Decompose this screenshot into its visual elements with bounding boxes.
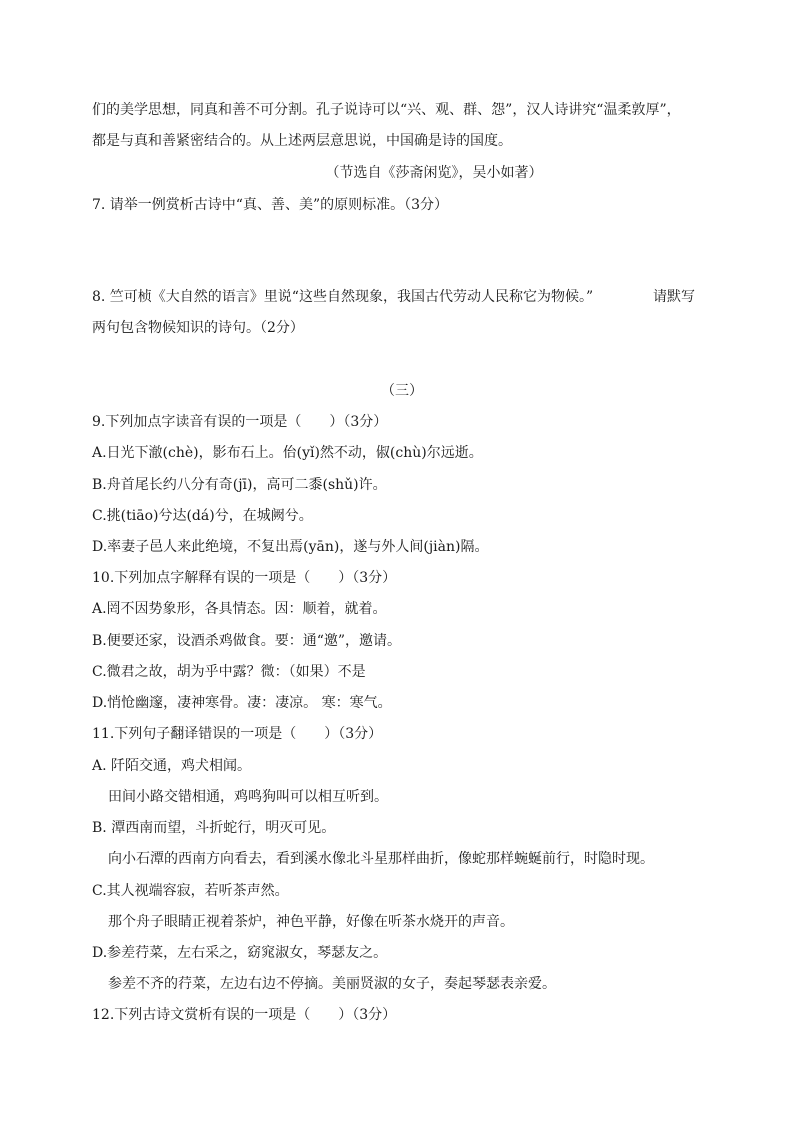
- question-11-option-a: A. 阡陌交通，鸡犬相闻。: [92, 758, 252, 774]
- question-11-option-d: D.参差荇菜，左右采之，窈窕淑女，琴瑟友之。: [92, 945, 388, 961]
- question-9-option-c: C.挑(tiāo)兮达(dá)兮，在城阙兮。: [92, 508, 313, 524]
- question-10-option-d: D.悄怆幽邃，凄神寒骨。凄：凄凉。 寒：寒气。: [92, 695, 392, 711]
- question-10-option-b: B.便要还家，设酒杀鸡做食。要：通“邀”，邀请。: [92, 633, 402, 649]
- question-11-option-c-translation: 那个舟子眼睛正视着茶炉，神色平静，好像在听茶水烧开的声音。: [108, 914, 514, 930]
- question-11-stem: 11.下列句子翻译错误的一项是（ ）（3分）: [92, 726, 383, 742]
- question-9-option-a: A.日光下澈(chè)，影布石上。佁(yǐ)然不动，俶(chù)尔远逝。: [92, 445, 483, 461]
- question-11-option-d-translation: 参差不齐的荇菜，左边右边不停摘。美丽贤淑的女子，奏起琴瑟表亲爱。: [108, 976, 556, 992]
- passage-line-2: 都是与真和善紧密结合的。从上述两层意思说，中国确是诗的国度。: [92, 133, 512, 149]
- question-8-line-2: 两句包含物候知识的诗句。（2分）: [92, 320, 304, 336]
- question-10-option-a: A.罔不因势象形，各具情态。因：顺着，就着。: [92, 601, 387, 617]
- question-8-line-1-tail: 请默写: [653, 289, 695, 305]
- question-11-option-a-translation: 田间小路交错相通，鸡鸣狗叫可以相互听到。: [108, 789, 388, 805]
- question-11-option-b: B. 潭西南而望，斗折蛇行，明灭可见。: [92, 820, 336, 836]
- question-12-stem: 12.下列古诗文赏析有误的一项是（ ）（3分）: [92, 1007, 397, 1023]
- section-3-heading: （三）: [381, 383, 423, 399]
- question-8-line-1: 8. 竺可桢《大自然的语言》里说“这些自然现象，我国古代劳动人民称它为物候。”: [92, 289, 594, 305]
- question-9-stem: 9.下列加点字读音有误的一项是（ ）（3分）: [92, 414, 388, 430]
- question-9-option-b: B.舟首尾长约八分有奇(jī)，高可二黍(shǔ)许。: [92, 477, 387, 493]
- question-9-option-d: D.率妻子邑人来此绝境，不复出焉(yān)，遂与外人间(jiàn)隔。: [92, 539, 489, 555]
- question-7: 7. 请举一例赏析古诗中“真、善、美”的原则标准。（3分）: [92, 197, 449, 213]
- passage-source: （节选自《莎斋闲览》，吴小如著）: [325, 165, 543, 181]
- passage-line-1: 们的美学思想，同真和善不可分割。孔子说诗可以“兴、观、群、怨”，汉人诗讲究“温柔敦厚”，: [92, 102, 681, 118]
- question-11-option-b-translation: 向小石潭的西南方向看去，看到溪水像北斗星那样曲折，像蛇那样蜿蜒前行，时隐时现。: [108, 851, 654, 867]
- question-11-option-c: C.其人视端容寂，若听茶声然。: [92, 883, 289, 899]
- question-10-option-c: C.微君之故，胡为乎中露？微：（如果）不是: [92, 664, 366, 680]
- question-10-stem: 10.下列加点字解释有误的一项是（ ）（3分）: [92, 570, 397, 586]
